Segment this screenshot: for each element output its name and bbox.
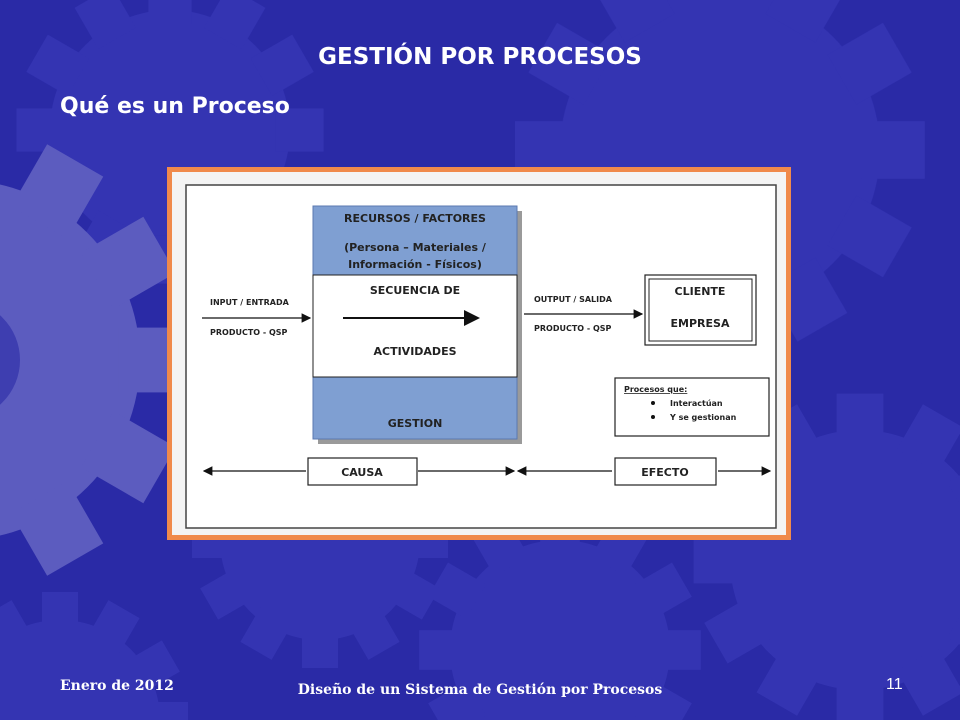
slide-subtitle: Qué es un Proceso [60,94,290,119]
footer-presentation-title: Diseño de un Sistema de Gestión por Procesos [297,682,663,698]
output-product: PRODUCTO - QSP [534,324,612,333]
page-number: 11 [886,676,903,693]
company-label: EMPRESA [670,317,730,330]
footer-date: Enero de 2012 [60,678,174,694]
bullet-icon [651,415,655,419]
bullet-icon [651,401,655,405]
resources-line1: (Persona – Materiales / [344,241,486,254]
processes-item-2: Y se gestionan [670,413,737,422]
sequence-label: SECUENCIA DE [369,284,461,297]
diagram-frame [167,167,791,540]
activities-label: ACTIVIDADES [373,345,457,358]
client-label: CLIENTE [674,285,726,298]
input-label: INPUT / ENTRADA [210,298,289,307]
management-label: GESTION [387,417,443,430]
processes-heading: Procesos que: [624,385,688,394]
processes-item-1: Interactúan [670,399,723,408]
slide-title: GESTIÓN POR PROCESOS [318,44,642,70]
process-diagram [172,172,786,535]
input-product: PRODUCTO - QSP [210,328,288,337]
cause-label: CAUSA [341,466,383,479]
output-label: OUTPUT / SALIDA [534,295,612,304]
effect-label: EFECTO [641,466,689,479]
resources-title: RECURSOS / FACTORES [344,212,486,225]
resources-line2: Información - Físicos) [348,258,482,271]
